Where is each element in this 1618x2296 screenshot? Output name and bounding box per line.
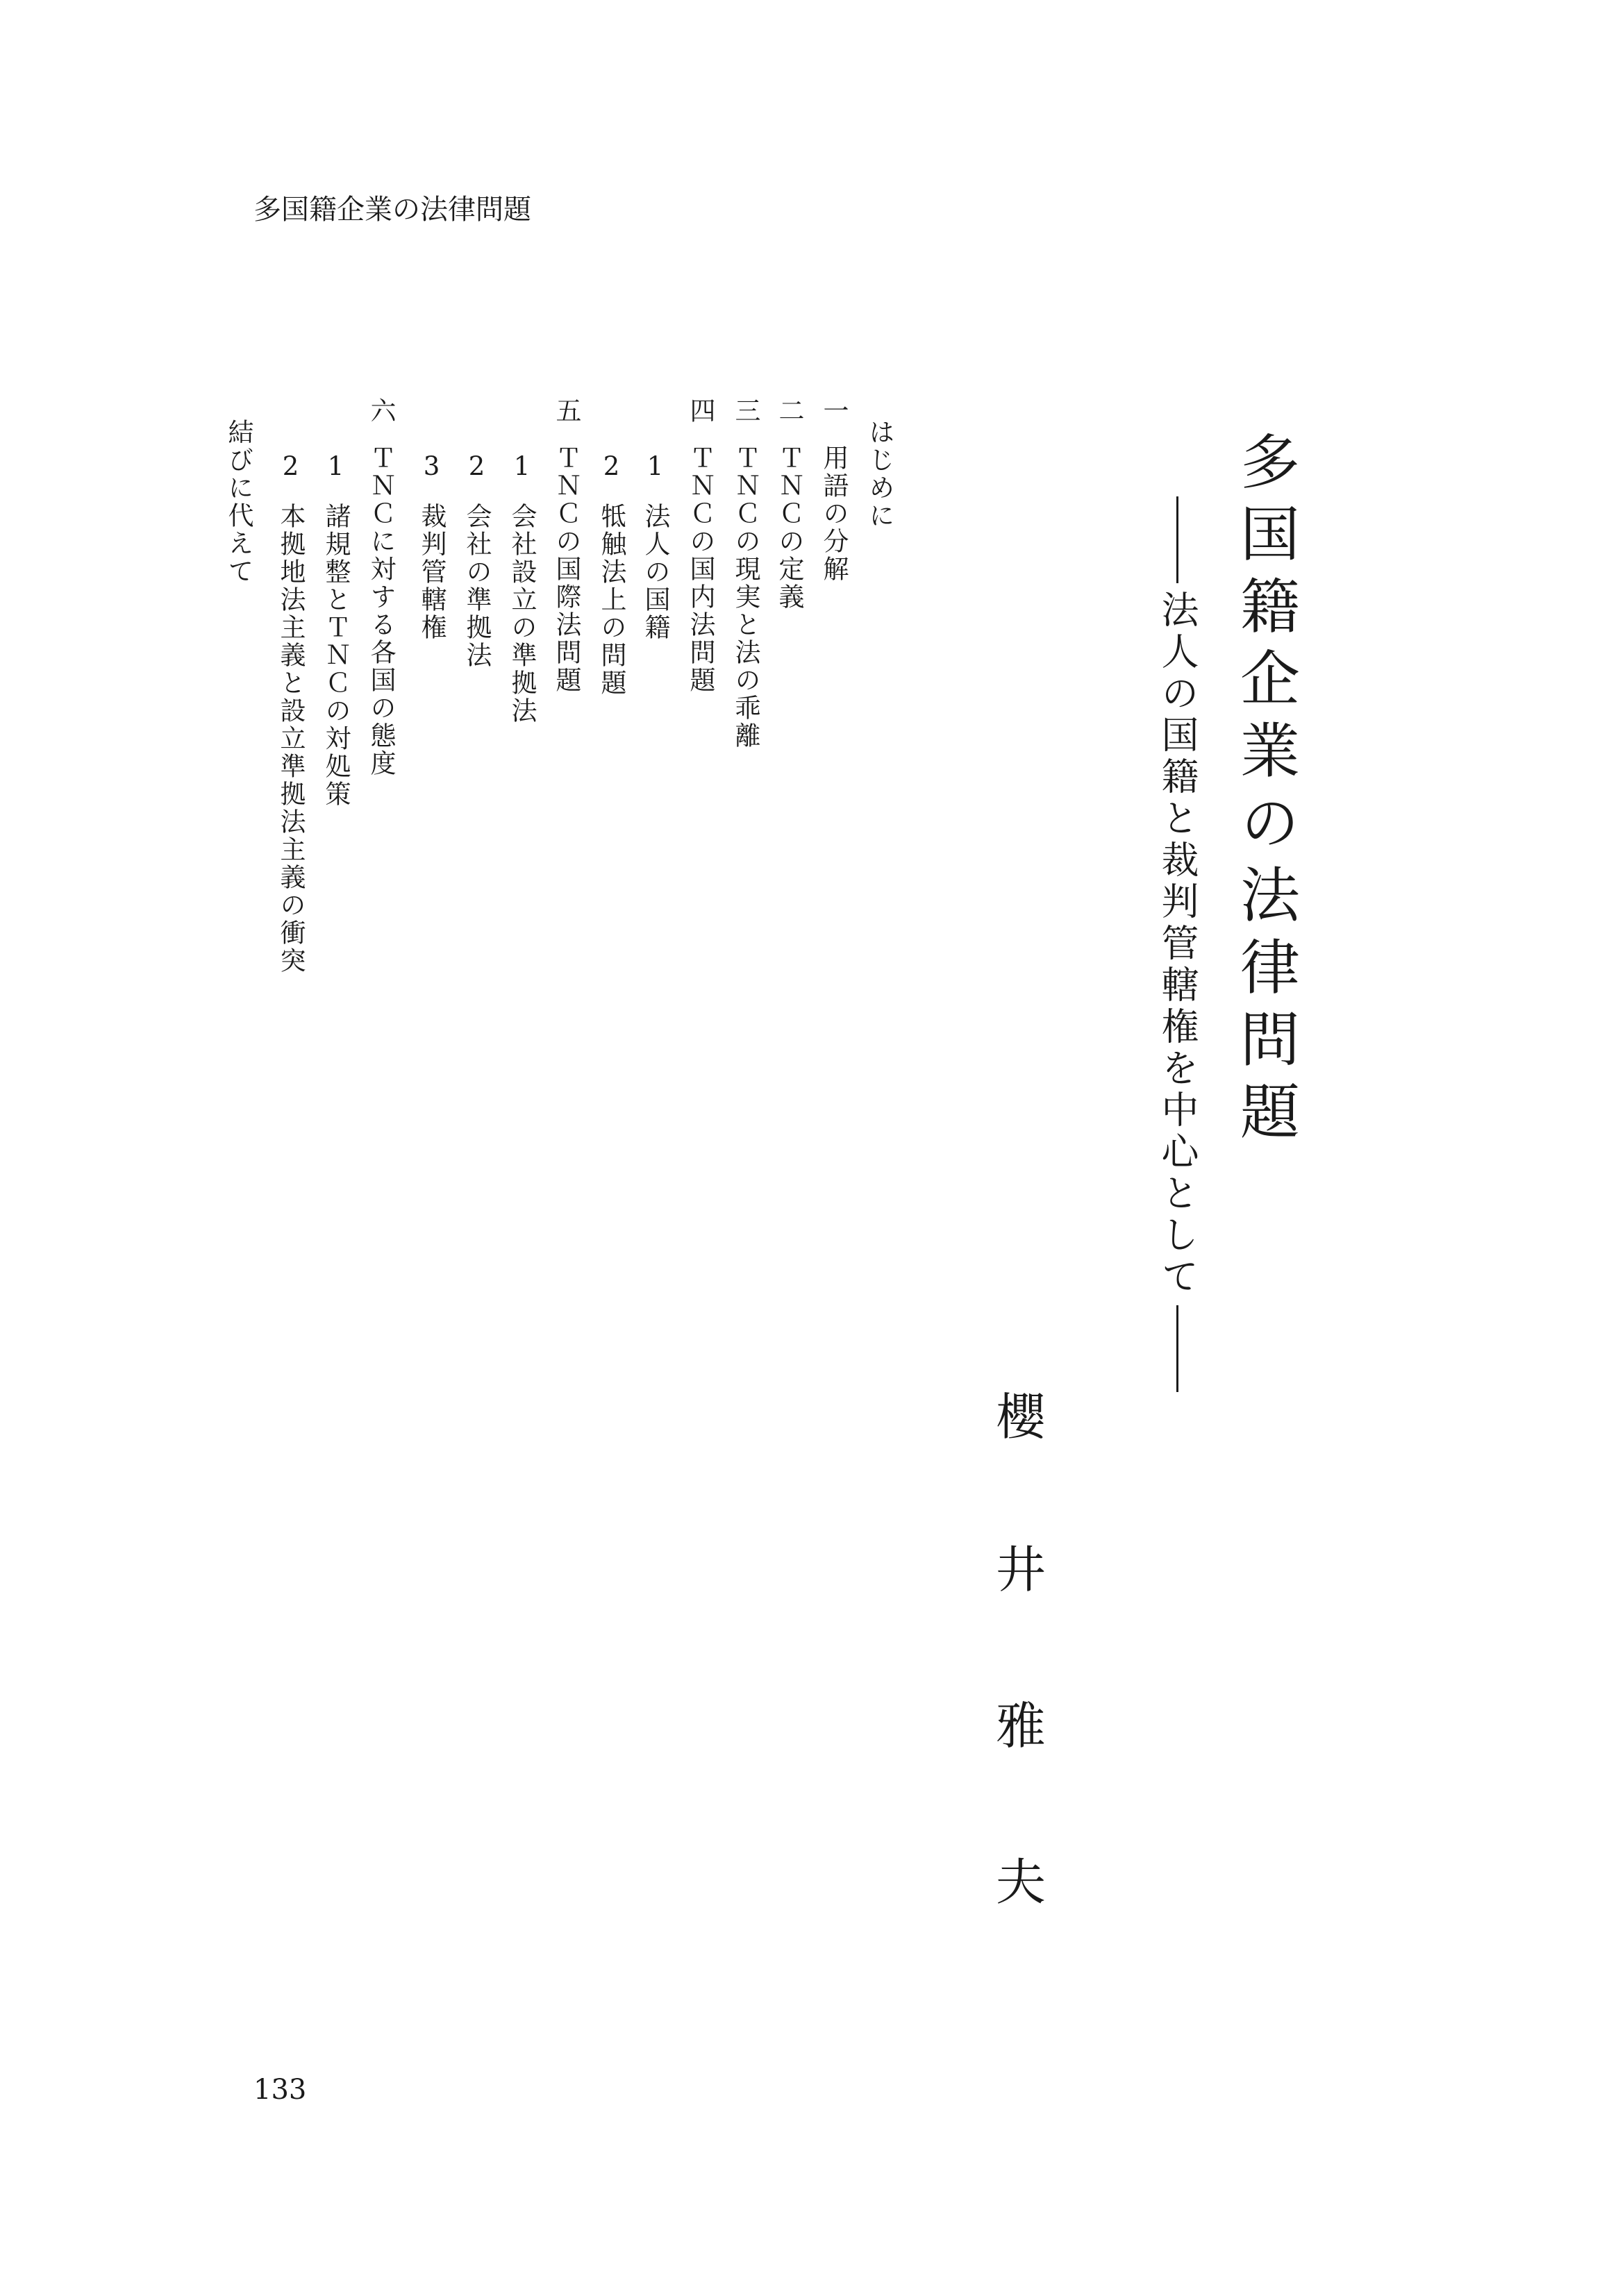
toc-entry (733, 397, 758, 750)
author-char-1: 櫻 (995, 1388, 1046, 1446)
toc-entry (323, 451, 349, 808)
toc-entry-text: はじめに (865, 419, 894, 530)
author-char-2: 井 (995, 1541, 1046, 1599)
subtitle-trailing-rule (1176, 1305, 1178, 1392)
toc-entry-number: 五 (551, 397, 581, 425)
toc-entry (867, 419, 892, 530)
toc-entry-number: 2 (276, 451, 306, 483)
author-char-4: 夫 (995, 1853, 1046, 1911)
toc-entry-text: 会社の準拠法 (462, 503, 492, 669)
toc-entry-number: 一 (819, 397, 849, 425)
toc-entry-text: 裁判管轄権 (417, 503, 447, 642)
toc-entry (687, 397, 713, 694)
toc-entry-text: 用語の分解 (819, 444, 849, 583)
article-title: 多国籍企業の法律問題 (1230, 430, 1299, 1153)
toc-entry-text: 本拠地法主義と設立準拠法主義の衝突 (276, 503, 306, 975)
toc-entry-text: ＴＮＣの国際法問題 (551, 444, 581, 694)
toc-entry-number: 1 (507, 451, 537, 483)
toc-entry (553, 397, 579, 694)
toc-entry (776, 397, 802, 611)
toc-entry-text: ＴＮＣの定義 (774, 444, 804, 611)
toc-entry (417, 451, 447, 642)
page-number: 133 (253, 2074, 307, 2106)
toc-entry-text: 会社設立の準拠法 (507, 503, 537, 725)
toc-entry-number: 三 (731, 397, 760, 425)
toc-entry-number: 二 (774, 397, 804, 425)
toc-entry-text: 結びに代えて (224, 419, 253, 585)
toc-entry-number: 2 (462, 451, 492, 483)
toc-entry-text: 牴触法上の問題 (597, 503, 626, 697)
running-header: 多国籍企業の法律問題 (253, 194, 531, 226)
toc-entry (599, 451, 624, 697)
author-char-3: 雅 (995, 1697, 1046, 1755)
toc-entry (819, 397, 849, 583)
article-subtitle (1156, 496, 1199, 1392)
toc-entry-text: ＴＮＣに対する各国の態度 (366, 444, 396, 778)
toc-entry-text: ＴＮＣの国内法問題 (685, 444, 715, 694)
subtitle-text: 法人の国籍と裁判管轄権を中心として (1156, 590, 1199, 1298)
toc-entry (226, 419, 251, 585)
toc-entry (509, 451, 535, 725)
toc-entry-text: ＴＮＣの現実と法の乖離 (731, 444, 760, 750)
toc-entry (276, 451, 306, 975)
toc-entry (464, 451, 490, 669)
toc-entry-text: 法人の国籍 (640, 503, 670, 642)
toc-entry-number: 六 (366, 397, 396, 425)
toc-entry-number: 1 (321, 451, 351, 483)
toc-entry-number: 3 (417, 451, 447, 483)
toc-entry-number: 四 (685, 397, 715, 425)
toc-entry-number: 1 (640, 451, 670, 483)
toc-entry-number: 2 (597, 451, 626, 483)
toc-entry (642, 451, 668, 642)
subtitle-leading-rule (1176, 496, 1178, 583)
toc-entry (368, 397, 394, 778)
toc-entry-text: 諸規整とＴＮＣの対処策 (321, 503, 351, 808)
